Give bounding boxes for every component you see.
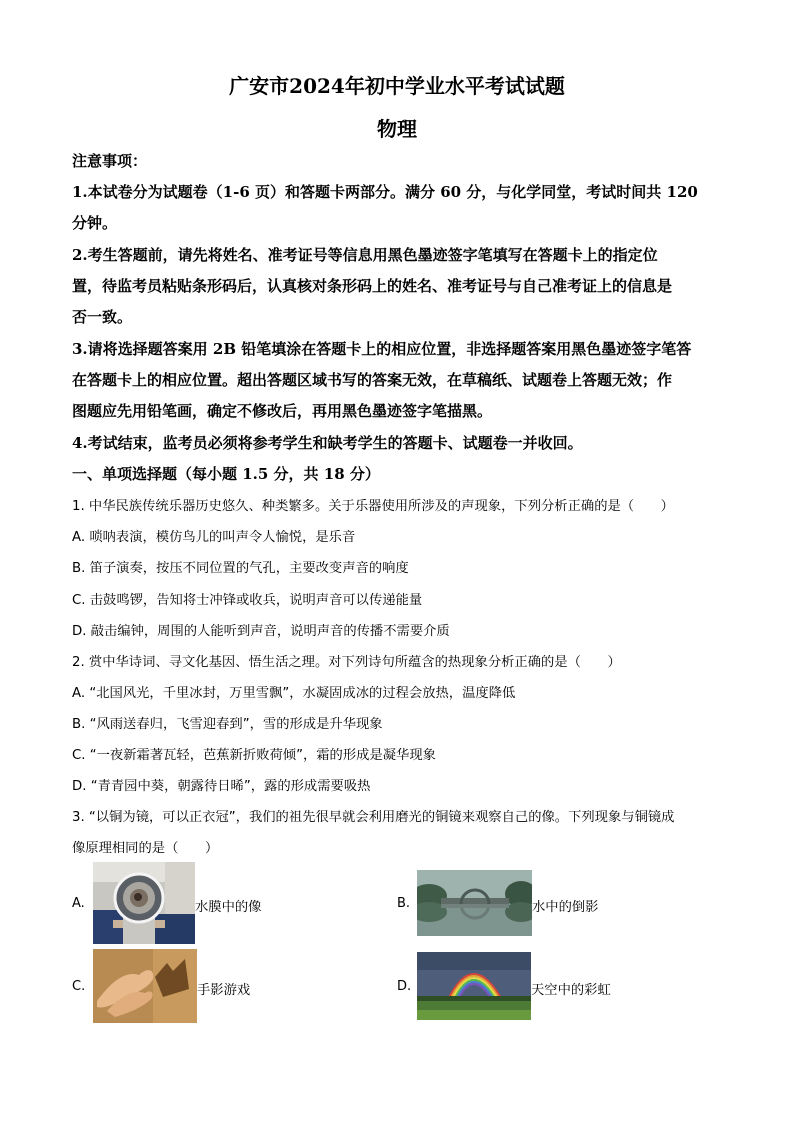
question-1-option-c: C. 击鼓鸣锣，告知将士冲锋或收兵，说明声音可以传递能量 — [72, 593, 423, 608]
question-1-option-a: A. 唢呐表演，模仿鸟儿的叫声令人愉悦，是乐音 — [72, 530, 356, 545]
notice-line: 3.请将选择题答案用 2B 铅笔填涂在答题卡上的相应位置，非选择题答案用黑色墨迹签字笔答 — [72, 340, 692, 358]
question-1-option-d: D. 敲击编钟，周围的人能听到声音，说明声音的传播不需要介质 — [72, 624, 450, 639]
exam-title: 广安市2024年初中学业水平考试试题 — [229, 74, 565, 98]
question-3-stem: 3. “以铜为镜，可以正衣冠”，我们的祖先很早就会利用磨光的铜镜来观察自己的像。下列现象与铜镜成 — [72, 810, 675, 825]
question-2-option-b: B. “风雨送春归，飞雪迎春到”，雪的形成是升华现象 — [72, 717, 383, 732]
water-film-image — [93, 862, 195, 944]
subject-title: 物理 — [377, 117, 417, 141]
question-2-option-c: C. “一夜新霜著瓦轻，芭蕉新折败荷倾”，霜的形成是凝华现象 — [72, 748, 436, 763]
bridge-reflection-image — [417, 870, 532, 936]
rainbow-image — [417, 952, 531, 1020]
notice-line: 置，待监考员粘贴条形码后，认真核对条形码上的姓名、准考证号与自己准考证上的信息是 — [72, 277, 673, 295]
question-3-option-d-letter: D. — [397, 979, 412, 994]
notice-line: 在答题卡上的相应位置。超出答题区域书写的答案无效，在草稿纸、试题卷上答题无效；作 — [72, 371, 673, 389]
section-heading: 一、单项选择题（每小题 1.5 分，共 18 分） — [72, 465, 380, 483]
notice-line: 2.考生答题前，请先将姓名、准考证号等信息用黑色墨迹签字笔填写在答题卡上的指定位 — [72, 246, 658, 264]
question-3-option-d-caption: 天空中的彩虹 — [531, 983, 611, 998]
notice-line: 分钟。 — [72, 214, 118, 232]
question-3-option-a-letter: A. — [72, 896, 85, 911]
question-3-stem-cont: 像原理相同的是（ ） — [72, 841, 219, 856]
notice-line: 图题应先用铅笔画，确定不修改后，再用黑色墨迹签字笔描黑。 — [72, 402, 493, 420]
question-2-option-a: A. “北国风光，千里冰封，万里雪飘”，水凝固成冰的过程会放热，温度降低 — [72, 686, 516, 701]
question-3-option-b-letter: B. — [397, 896, 411, 911]
notice-line: 4.考试结束，监考员必须将参考学生和缺考学生的答题卡、试题卷一并收回。 — [72, 434, 583, 452]
notice-line: 否一致。 — [72, 308, 133, 326]
question-3-option-c-caption: 手影游戏 — [197, 983, 251, 998]
question-1-option-b: B. 笛子演奏，按压不同位置的气孔，主要改变声音的响度 — [72, 561, 409, 576]
question-3-option-c-letter: C. — [72, 979, 86, 994]
question-2-stem: 2. 赏中华诗词、寻文化基因、悟生活之理。对下列诗句所蕴含的热现象分析正确的是（ ） — [72, 655, 621, 670]
question-3-option-b-caption: 水中的倒影 — [532, 900, 599, 915]
question-3-option-a-caption: 水膜中的像 — [195, 900, 262, 915]
hand-shadow-image — [93, 949, 197, 1023]
notice-heading: 注意事项： — [72, 152, 148, 170]
question-1-stem: 1. 中华民族传统乐器历史悠久、种类繁多。关于乐器使用所涉及的声现象，下列分析正确的是（ ） — [72, 499, 674, 514]
question-2-option-d: D. “青青园中葵，朝露待日晞”，露的形成需要吸热 — [72, 779, 371, 794]
notice-line: 1.本试卷分为试题卷（1-6 页）和答题卡两部分。满分 60 分，与化学同堂，考试时间共 120 — [72, 183, 698, 201]
